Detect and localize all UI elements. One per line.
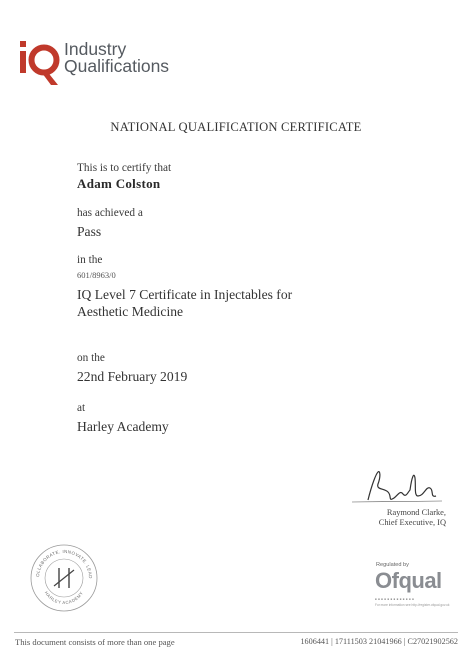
- award-date: 22nd February 2019: [77, 369, 188, 384]
- at-text: at: [77, 402, 86, 414]
- ofqual-tagline: ■■■■■■■■■■■■■: [375, 597, 416, 601]
- seal-ring-text: OLLABORATE. INNOVATE. LEAD: [34, 548, 94, 579]
- iq-logo-mark-icon: [18, 38, 62, 90]
- signatory-title: Chief Executive, IQ: [378, 518, 446, 527]
- achieved-text: has achieved a: [77, 207, 143, 219]
- regulated-by-label: Regulated by: [376, 562, 409, 568]
- signature-icon: [348, 462, 448, 510]
- certificate-title: NATIONAL QUALIFICATION CERTIFICATE: [110, 120, 362, 134]
- footer-note: This document consists of more than one page: [15, 637, 175, 647]
- grade: Pass: [77, 224, 102, 239]
- iq-logo: [18, 38, 188, 90]
- svg-text:HARLEY ACADEMY: [44, 590, 84, 605]
- harley-academy-seal-icon: [28, 542, 100, 614]
- in-the-text: in the: [77, 254, 103, 266]
- qualification-title-line-2: Aesthetic Medicine: [77, 304, 184, 319]
- centre-name: Harley Academy: [77, 419, 169, 434]
- svg-text:COLLABORATE. INNOVATE. LEAD.: [28, 542, 93, 579]
- signatory-name: Raymond Clarke,: [386, 508, 446, 517]
- qualification-title-line-1: IQ Level 7 Certificate in Injectables for: [77, 287, 293, 302]
- ofqual-logo: [372, 562, 462, 612]
- brand-name: [64, 41, 169, 75]
- qualification-number: 601/8963/0: [77, 270, 116, 280]
- brand-line-1: Industry: [64, 39, 127, 59]
- ofqual-url-note: For more information see http://register.ofqual.gov.uk: [375, 603, 450, 607]
- signatory: [379, 508, 446, 528]
- brand-line-2: Qualifications: [64, 56, 170, 76]
- ofqual-wordmark: Ofqual: [375, 568, 442, 593]
- certify-text: This is to certify that: [77, 162, 172, 174]
- recipient-name: Adam Colston: [77, 176, 161, 191]
- footer-divider: [14, 632, 458, 633]
- footer-reference: 1606441 | 17111503 21041966 | C27021902562: [300, 637, 458, 646]
- seal-bottom-text: HARLEY ACADEMY: [43, 590, 85, 606]
- on-the-text: on the: [77, 352, 105, 364]
